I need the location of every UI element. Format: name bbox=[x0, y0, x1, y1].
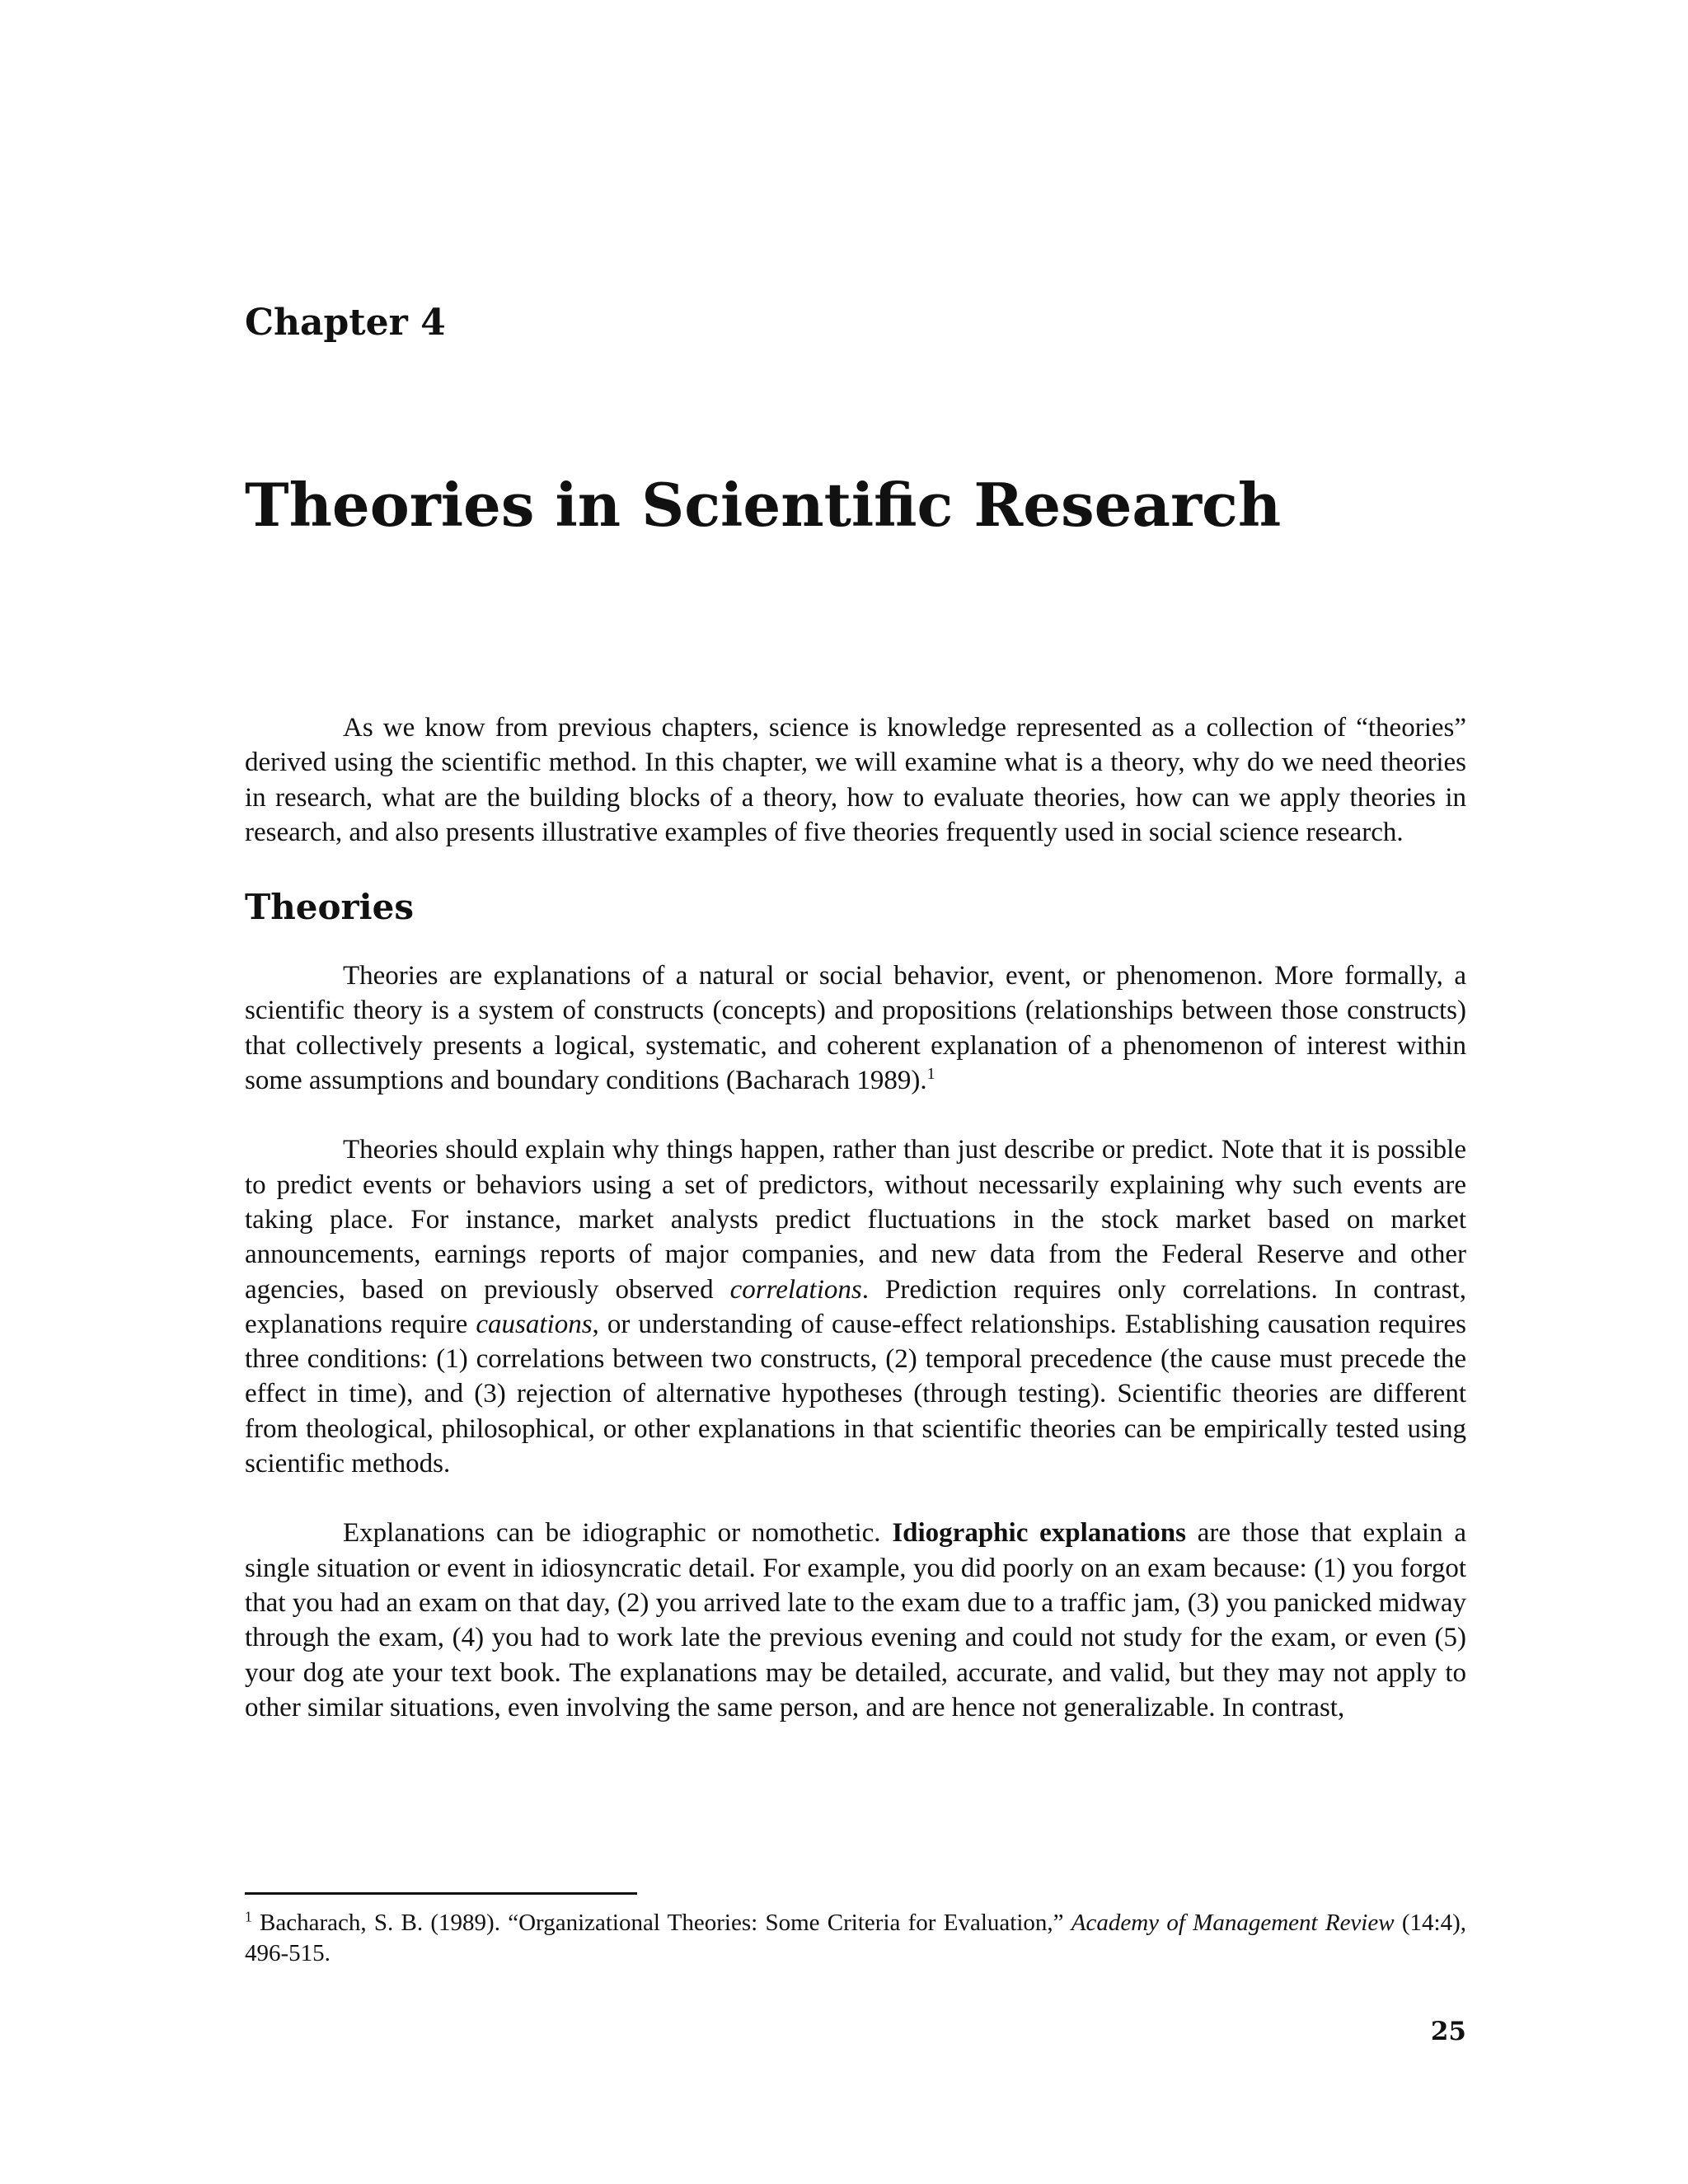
theories-paragraph-1 bbox=[245, 958, 1466, 1098]
emphasis-correlations: correlations bbox=[729, 1274, 862, 1305]
document-page bbox=[245, 0, 1466, 2184]
theories-paragraph-3 bbox=[245, 1516, 1466, 1725]
paragraph-text: are those that explain a single situation or event in idiosyncratic detail. For example, you did poorly on an exam because: (1) you forgot that you had an exam on that day, (2) you arrived late to the exam due to a traffic jam, (3) you panicked midway through the exam, (4) you had to work late the previous evening and could not study for the exam, or even (5) your dog ate your text book. The explanations may be detailed, accurate, and valid, but they may not apply to other similar situations, even involving the same person, and are hence not generalizable. In contrast, bbox=[245, 1518, 1466, 1722]
theories-paragraph-2 bbox=[245, 1132, 1466, 1481]
footnote-text: (14:4), 496-515. bbox=[245, 1910, 1466, 1966]
footnote-number: 1 bbox=[245, 1908, 252, 1925]
footnote-text: Bacharach, S. B. (1989). “Organizational Theories: Some Criteria for Evaluation,” bbox=[251, 1910, 1071, 1936]
footnote-journal: Academy of Management Review bbox=[1071, 1910, 1395, 1936]
chapter-label: Chapter 4 bbox=[245, 302, 446, 344]
footnote bbox=[245, 1908, 1466, 1969]
chapter-title: Theories in Scientific Research bbox=[245, 470, 1282, 540]
paragraph-text: Theories should explain why things happen, rather than just describe or predict. Note that it is possible to predict events or behaviors using a set of predictors, without necessarily explaining why such events are taking place. For instance, market analysts predict fluctuations in the stock market based on market announcements, earnings reports of major companies, and new data from the Federal Reserve and other agencies, based on previously observed bbox=[245, 1135, 1466, 1305]
paragraph-text: Explanations can be idiographic or nomothetic. bbox=[343, 1518, 893, 1549]
section-heading-theories: Theories bbox=[245, 887, 414, 928]
body-text bbox=[245, 710, 1466, 1760]
paragraph-text: , or understanding of cause-effect relationships. Establishing causation requires three conditions: (1) correlations between two constructs, (2) temporal precedence (the cause must precede the effect in time), and (3) rejection of alternative hypotheses (through testing). Scientific theories are different from theological, philosophical, or other explanations in that scientific theories can be empirically tested using scientific methods. bbox=[245, 1309, 1466, 1479]
footnote-reference[interactable]: 1 bbox=[926, 1065, 935, 1084]
paragraph-text: . Prediction requires only correlations. In contrast, explanations require bbox=[245, 1274, 1466, 1339]
footnote-separator bbox=[245, 1892, 637, 1895]
term-idiographic-explanations: Idiographic explanations bbox=[892, 1518, 1186, 1549]
intro-paragraph: As we know from previous chapters, science is knowledge represented as a collection of “theories” derived using the scientific method. In this chapter, we will examine what is a theory, why do we need theories in research, what are the building blocks of a theory, how to evaluate theories, how can we apply theories in research, and also presents illustrative examples of five theories frequently used in social science research. bbox=[245, 713, 1466, 847]
page-number: 25 bbox=[1430, 2017, 1466, 2046]
emphasis-causations: causations bbox=[476, 1309, 593, 1339]
theories-paragraph-1-text: Theories are explanations of a natural or social behavior, event, or phenomenon. More formally, a scientific theory is a system of constructs (concepts) and propositions (relationships between those constructs) that collectively presents a logical, systematic, and coherent explanation of a phenomenon of interest within some assumptions and boundary conditions (Bacharach 1989). bbox=[245, 961, 1466, 1096]
